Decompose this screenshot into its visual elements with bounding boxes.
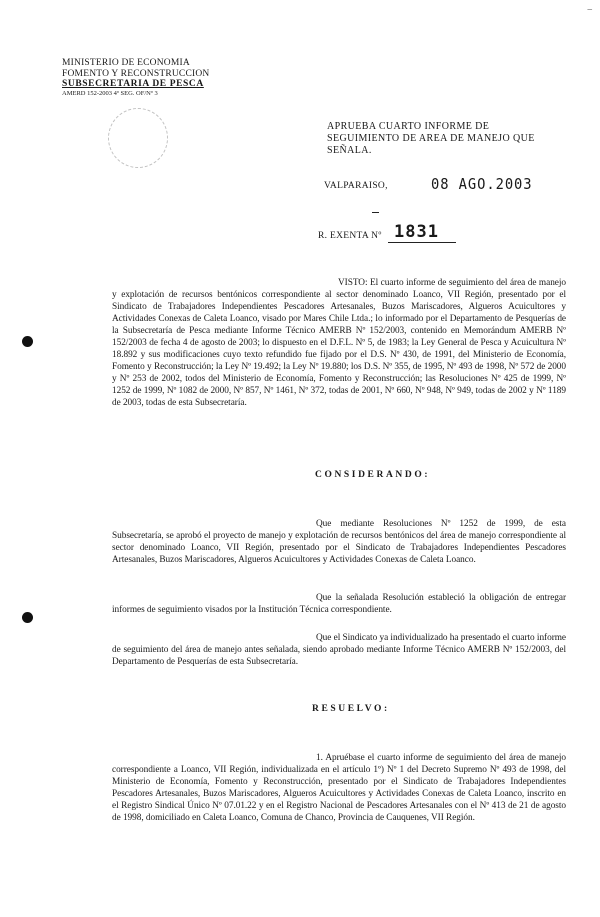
exenta-label: R. EXENTA Nº bbox=[318, 231, 382, 241]
faded-seal-stamp bbox=[108, 108, 168, 168]
dateline bbox=[324, 175, 584, 197]
separator-dash bbox=[372, 212, 379, 213]
punch-hole-bottom bbox=[22, 612, 33, 623]
exenta-number: 1831 bbox=[394, 222, 439, 242]
visto-paragraph: VISTO: El cuarto informe de seguimiento del área de manejo y explotación de recursos bentónicos correspondiente al sector denominado Loanco, VII Región, presentado por el Sindicato de Trabajadores Independientes Pescadores Artesanales, Buzos Mariscadores, Algueros Acuicultores y Actividades Conexas de Caleta Loanco, visado por Mares Chile Ltda.; lo informado por el Departamento de Pesquerías de la Subsecretaría de Pesca mediante Informe Técnico AMERB Nº 152/2003, contenido en Memorándum AMERB Nº 152/2003 de fecha 4 de agosto de 2003; lo dispuesto en el D.F.L. Nº 5, de 1983; la Ley General de Pesca y Acuicultura Nº 18.892 y sus modificaciones cuyo texto refundido fue fijado por el D.S. Nº 430, de 1991, del Ministerio de Economía, Fomento y Reconstrucción; la Ley Nº 19.492; la Ley Nº 19.880; los D.S. Nº 355, de 1995, Nº 493 de 1998, Nº 572 de 2000 y Nº 253 de 2002, todos del Ministerio de Economía, Fomento y Reconstrucción; las Resoluciones Nº 425 de 1999, Nº 1252 de 1999, Nº 1082 de 2000, Nº 857, Nº 1461, Nº 372, todas de 2001, Nº 660, Nº 948, Nº 949, todas de 2002 y Nº 1189 de 2003, todas de esta Subsecretaría. bbox=[112, 278, 566, 408]
stamped-date: 08 AGO.2003 bbox=[431, 175, 533, 193]
corner-mark: – bbox=[587, 4, 592, 14]
ministry-line-2: FOMENTO Y RECONSTRUCCION bbox=[62, 68, 210, 79]
punch-hole-top bbox=[22, 336, 33, 347]
considerando-paragraph-2: Que la señalada Resolución estableció la obligación de entregar informes de seguimiento visados por la Institución Técnica correspondiente. bbox=[112, 593, 566, 615]
reference-code: AMERD 152-2003 4º SEG. OF/Nº 3 bbox=[62, 89, 158, 97]
resuelvo-article-1: 1. Apruébase el cuarto informe de seguimiento del área de manejo correspondiente a Loanco, VII Región, individualizada en el artículo 1º) Nº 1 del Decreto Supremo Nº 493 de 1998, del Ministerio de Economía, Fomento y Reconstrucción, presentado por el Sindicato de Trabajadores Independientes Pescadores Artesanales, Buzos Mariscadores, Algueros Acuicultores y Actividades Conexas de Caleta Loanco, inscrito en el Registro Sindical Único Nº 07.01.22 y en el Registro Nacional de Pescadores Artesanales con el Nº 413 de 21 de agosto de 1998, domiciliado en Caleta Loanco, Comuna de Chanco, Provincia de Cauquenes, VII Región. bbox=[112, 753, 566, 823]
considerando-paragraph-3: Que el Sindicato ya individualizado ha presentado el cuarto informe de seguimiento del área de manejo antes señalada, siendo aprobado mediante Informe Técnico AMERB Nº 152/2003, del Departamento de Pesquerías de esta Subsecretaría. bbox=[112, 633, 566, 667]
number-underline bbox=[388, 242, 456, 243]
document-subject: APRUEBA CUARTO INFORME DE SEGUIMIENTO DE AREA DE MANEJO QUE SEÑALA. bbox=[327, 121, 535, 156]
city-label: VALPARAISO, bbox=[324, 181, 388, 191]
ministry-line-1: MINISTERIO DE ECONOMIA bbox=[62, 58, 190, 68]
ministry-line-3: SUBSECRETARIA DE PESCA bbox=[62, 79, 204, 89]
resuelvo-heading: RESUELVO: bbox=[312, 704, 390, 714]
ministry-header bbox=[62, 58, 237, 98]
considerando-paragraph-1: Que mediante Resoluciones Nº 1252 de 1999, de esta Subsecretaría, se aprobó el proyecto de manejo y explotación de recursos bentónicos del área de manejo correspondiente al sector denominado Loanco, VII Región, presentado por el Sindicato de Trabajadores Independientes Pescadores Artesanales, Buzos Mariscadores, Algueros Acuicultores y Actividades Conexas de Caleta Loanco. bbox=[112, 519, 566, 565]
resolution-number-line bbox=[318, 222, 518, 248]
considerando-heading: CONSIDERANDO: bbox=[315, 470, 431, 480]
